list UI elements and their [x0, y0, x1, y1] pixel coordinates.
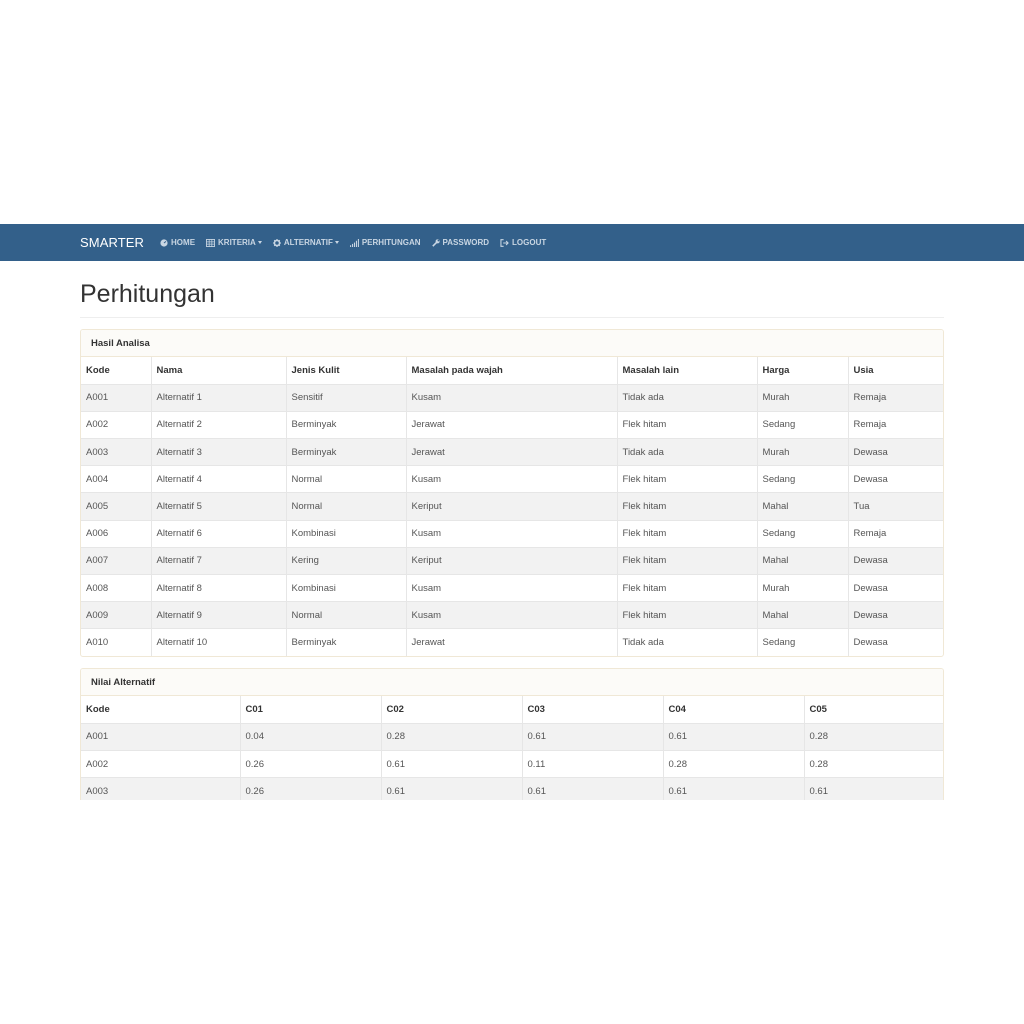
- nav-item-label: PASSWORD: [442, 238, 490, 247]
- table-cell: Berminyak: [286, 439, 406, 466]
- table-cell: A002: [81, 750, 240, 777]
- column-header: C05: [809, 703, 827, 715]
- table-cell: Mahal: [757, 602, 848, 629]
- table-cell: 0.61: [381, 778, 522, 800]
- table-cell: Berminyak: [286, 411, 406, 438]
- nav-item-alternatif[interactable]: [273, 238, 339, 247]
- column-header: C03: [522, 696, 663, 723]
- table-cell: Berminyak: [286, 629, 406, 656]
- table-row: [81, 750, 943, 777]
- column-header: Usia: [853, 364, 874, 376]
- table-cell: Alternatif 7: [151, 547, 286, 574]
- table-cell: A009: [81, 602, 151, 629]
- browser-viewport: [0, 224, 1024, 800]
- table-cell: Tua: [848, 493, 943, 520]
- table-row: [81, 602, 943, 629]
- table-cell: A010: [81, 629, 151, 656]
- table-cell: Tidak ada: [617, 439, 757, 466]
- table-cell: A007: [81, 547, 151, 574]
- table-cell: Flek hitam: [617, 411, 757, 438]
- navbar: [0, 224, 1024, 261]
- table-cell: Remaja: [848, 384, 943, 411]
- nav-item-label: KRITERIA: [218, 238, 256, 247]
- table-row: [81, 411, 943, 438]
- table-cell: Jerawat: [406, 439, 617, 466]
- table-cell: A006: [81, 520, 151, 547]
- table-row: [81, 493, 943, 520]
- table-cell: Alternatif 4: [151, 466, 286, 493]
- table-cell: Flek hitam: [617, 575, 757, 602]
- panel-heading: Nilai Alternatif: [81, 669, 943, 696]
- table-cell: A001: [81, 723, 240, 750]
- column-header: Harga: [757, 357, 848, 384]
- table-header-row: [81, 696, 943, 723]
- table-row: [81, 778, 943, 800]
- table-cell: 0.11: [522, 750, 663, 777]
- table-cell: Tidak ada: [617, 384, 757, 411]
- table-row: [81, 723, 943, 750]
- table-cell: Jerawat: [406, 411, 617, 438]
- table-cell: A003: [81, 439, 151, 466]
- table-cell: Kering: [286, 547, 406, 574]
- table-cell: Dewasa: [848, 466, 943, 493]
- table-cell: Alternatif 10: [151, 629, 286, 656]
- table-row: [81, 629, 943, 656]
- table-cell: 0.61: [804, 778, 943, 800]
- table-cell: 0.28: [804, 750, 943, 777]
- table-cell: Murah: [757, 384, 848, 411]
- column-header: Kode: [81, 357, 151, 384]
- column-header: Nama: [151, 357, 286, 384]
- table-cell: 0.61: [381, 750, 522, 777]
- brand-logo[interactable]: SMARTER: [80, 235, 145, 250]
- panel-heading: Hasil Analisa: [81, 330, 943, 357]
- table-cell: 0.28: [663, 750, 804, 777]
- table-cell: Alternatif 1: [151, 384, 286, 411]
- nav-item-home[interactable]: [160, 238, 195, 247]
- nav-item-label: ALTERNATIF: [283, 238, 333, 247]
- table-cell: Normal: [286, 602, 406, 629]
- nav-item-label: PERHITUNGAN: [361, 238, 421, 247]
- column-header: C01: [240, 696, 381, 723]
- table-body: [81, 384, 943, 656]
- table-cell: Tidak ada: [617, 629, 757, 656]
- table-cell: Jerawat: [406, 629, 617, 656]
- table-cell: A004: [81, 466, 151, 493]
- table-cell: Keriput: [406, 547, 617, 574]
- gear-icon: [273, 239, 284, 247]
- table-cell: Alternatif 2: [151, 411, 286, 438]
- table-icon: [206, 239, 218, 247]
- table-cell: A002: [81, 411, 151, 438]
- table-cell: Alternatif 3: [151, 439, 286, 466]
- table-cell: Kusam: [406, 602, 617, 629]
- table-cell: Alternatif 8: [151, 575, 286, 602]
- table-row: [81, 575, 943, 602]
- table-cell: Dewasa: [848, 547, 943, 574]
- table-cell: Normal: [286, 493, 406, 520]
- column-header: C04: [663, 696, 804, 723]
- table-cell: 0.61: [663, 723, 804, 750]
- table-cell: Sedang: [757, 520, 848, 547]
- table-cell: 0.61: [522, 778, 663, 800]
- table-cell: Kombinasi: [286, 520, 406, 547]
- caret-down-icon: [258, 241, 262, 244]
- table-cell: Murah: [757, 439, 848, 466]
- nav-item-perhitungan[interactable]: [350, 238, 421, 247]
- hasil-analisa-panel: [80, 329, 944, 657]
- nav-menu: [160, 238, 557, 247]
- table-cell: Remaja: [848, 411, 943, 438]
- table-cell: Dewasa: [848, 602, 943, 629]
- table-cell: 0.61: [663, 778, 804, 800]
- table-cell: Kombinasi: [286, 575, 406, 602]
- table-cell: 0.28: [381, 723, 522, 750]
- table-cell: Kusam: [406, 520, 617, 547]
- table-cell: Kusam: [406, 466, 617, 493]
- table-cell: Flek hitam: [617, 602, 757, 629]
- table-cell: Sensitif: [286, 384, 406, 411]
- column-header: Jenis Kulit: [286, 357, 406, 384]
- table-cell: Flek hitam: [617, 466, 757, 493]
- table-row: [81, 466, 943, 493]
- table-row: [81, 520, 943, 547]
- table-cell: A008: [81, 575, 151, 602]
- table-cell: Mahal: [757, 493, 848, 520]
- caret-down-icon: [335, 241, 339, 244]
- table-cell: Dewasa: [848, 575, 943, 602]
- table-cell: Dewasa: [848, 629, 943, 656]
- table-cell: Sedang: [757, 466, 848, 493]
- table-cell: Murah: [757, 575, 848, 602]
- table-cell: Normal: [286, 466, 406, 493]
- table-cell: Kusam: [406, 575, 617, 602]
- table-cell: Sedang: [757, 411, 848, 438]
- page-title: Perhitungan: [80, 280, 944, 318]
- table-cell: A001: [81, 384, 151, 411]
- table-cell: 0.04: [240, 723, 381, 750]
- table-cell: 0.26: [240, 778, 381, 800]
- signal-icon: [350, 239, 362, 247]
- table-cell: Alternatif 9: [151, 602, 286, 629]
- nav-item-logout[interactable]: [500, 238, 546, 247]
- table-cell: Dewasa: [848, 439, 943, 466]
- logout-icon: [500, 239, 512, 247]
- table-body: [81, 723, 943, 800]
- table-cell: A003: [81, 778, 240, 800]
- nilai-alternatif-table: [81, 696, 943, 800]
- table-row: [81, 384, 943, 411]
- nilai-alternatif-panel: [80, 668, 944, 800]
- table-cell: 0.26: [240, 750, 381, 777]
- main-content: [80, 261, 944, 800]
- table-cell: A005: [81, 493, 151, 520]
- table-cell: 0.61: [522, 723, 663, 750]
- table-cell: Flek hitam: [617, 520, 757, 547]
- table-cell: Keriput: [406, 493, 617, 520]
- column-header: Masalah lain: [617, 357, 757, 384]
- table-cell: Sedang: [757, 629, 848, 656]
- nav-item-kriteria[interactable]: [206, 238, 262, 247]
- table-cell: Flek hitam: [617, 547, 757, 574]
- table-cell: Alternatif 5: [151, 493, 286, 520]
- dashboard-icon: [160, 239, 171, 247]
- table-cell: Mahal: [757, 547, 848, 574]
- column-header: Masalah pada wajah: [406, 357, 617, 384]
- table-row: [81, 439, 943, 466]
- nav-item-label: LOGOUT: [512, 238, 547, 247]
- column-header: C02: [381, 696, 522, 723]
- hasil-analisa-table: [81, 357, 943, 656]
- wrench-icon: [432, 239, 443, 247]
- table-cell: Alternatif 6: [151, 520, 286, 547]
- nav-item-label: HOME: [171, 238, 196, 247]
- table-cell: Kusam: [406, 384, 617, 411]
- table-cell: Flek hitam: [617, 493, 757, 520]
- table-row: [81, 547, 943, 574]
- table-cell: Remaja: [848, 520, 943, 547]
- table-cell: 0.28: [804, 723, 943, 750]
- nav-item-password[interactable]: [432, 238, 490, 247]
- table-header-row: [81, 357, 943, 384]
- column-header: Kode: [81, 696, 240, 723]
